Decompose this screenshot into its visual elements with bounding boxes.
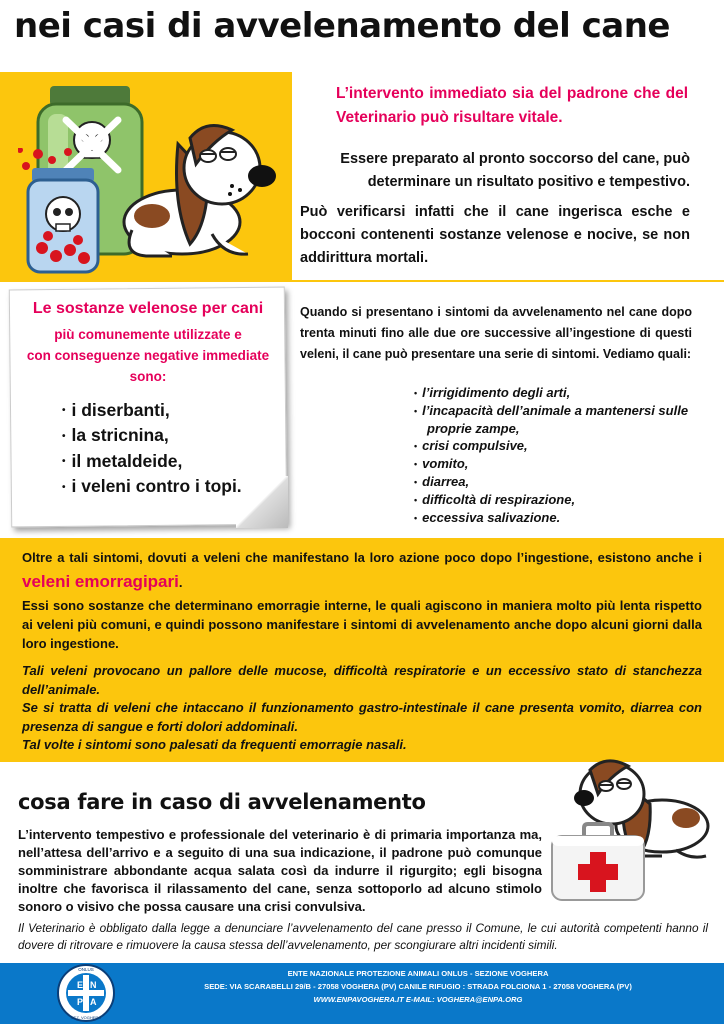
emorragici-symptoms — [22, 662, 702, 755]
footer-org: ENTE NAZIONALE PROTEZIONE ANIMALI ONLUS - SEZIONE VOGHERA — [287, 969, 549, 978]
list-item: • eccessiva salivazione. — [414, 509, 704, 527]
logo-letter-p: P — [77, 997, 84, 1007]
note-page-curl — [236, 476, 288, 528]
intro-paragraph: Essere preparato al pronto soccorso del cane, può determinare un risultato positivo e tempestivo. — [340, 151, 690, 190]
emorragici-line: Se si tratta di veleni che intaccano il funzionamento gastro-intestinale il cane presenta vomito, diarrea con presenza di sangue e forti dolori addominali. — [22, 700, 702, 734]
logo-letter-e: E — [77, 980, 84, 990]
enpa-logo[interactable] — [56, 963, 116, 1023]
emorragici-line: Tal volte i sintomi sono palesati da frequenti emorragie nasali. — [22, 737, 407, 752]
section-title: cosa fare in caso di avvelenamento — [18, 790, 426, 814]
skull-jar-icon — [18, 148, 108, 278]
list-item: • l’incapacità dell’animale a mantenersi sulle proprie zampe, — [414, 402, 704, 437]
note-subtitle — [10, 324, 286, 387]
first-aid-kit-icon — [548, 822, 648, 904]
list-item: • difficoltà di respirazione, — [414, 491, 704, 509]
logo-letter-n: N — [90, 980, 97, 990]
note-subtitle-line: più comunemente utilizzate e — [54, 327, 242, 342]
logo-top-text: ONLUS — [78, 967, 94, 972]
list-item: • vomito, — [414, 455, 704, 473]
note-subtitle-line: sono: — [129, 369, 167, 384]
emorragici-paragraph: Essi sono sostanze che determinano emorragie interne, le quali agiscono in maniera molto più lenta rispetto ai veleni più comuni, e quindi possono manifestare i sintomi di avvelenamento anche dopo alcuni giorni dalla loro ingestione. — [22, 598, 702, 651]
legal-notice: Il Veterinario è obbligato dalla legge a denunciare l’avvelenamento del cane presso il Comune, le cui autorità competenti hanno il dovere di ritrovare e rimuovere la causa stessa dell’avvelenamento, per scongiurare altri incidenti simili. — [18, 921, 708, 952]
symptom-list — [414, 384, 704, 527]
footer-contacts[interactable]: WWW.ENPAVOGHERA.IT E-MAIL: VOGHERA@ENPA.ORG — [313, 995, 523, 1004]
cosa-fare-paragraph: L’intervento tempestivo e professionale del veterinario è di primaria importanza ma, nell’attesa dell’arrivo e a seguito di una sua indicazione, il padrone può comunque somministrare abbondante acqua salata così da indurre il rigurgito; egli bisogna inoltre che favorisca il rilassamento del cane, senza sottoporlo ad alcuno stimolo sonoro o visivo che possa causare una crisi convulsiva. — [18, 827, 542, 914]
sad-dog-icon — [112, 104, 282, 264]
list-item: • i diserbanti, — [62, 398, 242, 423]
intro-paragraph-2: Può verificarsi infatti che il cane ingerisca esche e bocconi contenenti sostanze velenose e nocive, se non addirittura mortali. — [300, 204, 690, 266]
footer-address: SEDE: VIA SCARABELLI 29/B - 27058 VOGHERA (PV) CANILE RIFUGIO : STRADA FOLCIONA 1 - 27058 VOGHERA (PV) — [204, 982, 632, 991]
list-item: • crisi compulsive, — [414, 437, 704, 455]
intro-headline: L’intervento immediato sia del padrone che del Veterinario può risultare vitale. — [336, 85, 688, 126]
emorragici-emphasis: veleni emorragipari — [22, 572, 179, 591]
emorragici-line: Tali veleni provocano un pallore delle mucose, difficoltà respiratorie e un eccessivo stato di stanchezza dell’animale. — [22, 663, 702, 697]
list-item: • il metaldeide, — [62, 449, 242, 474]
list-item: • diarrea, — [414, 473, 704, 491]
emorragici-intro — [22, 546, 702, 595]
logo-bottom-text: SEZ. VOGHERA — [70, 1015, 102, 1020]
list-item: • la stricnina, — [62, 423, 242, 448]
symptoms-intro: Quando si presentano i sintomi da avvelenamento nel cane dopo trenta minuti fino alle due ore successive all’ingestione di questi veleni, il cane può presentare una serie di sintomi. Vediamo quali: — [300, 305, 692, 361]
page-title: nei casi di avvelenamento del cane — [14, 6, 670, 46]
note-subtitle-line: con conseguenze negative immediate — [26, 348, 270, 363]
poison-list — [62, 398, 242, 500]
logo-letter-a: A — [90, 997, 97, 1007]
list-item: • l’irrigidimento degli arti, — [414, 384, 704, 402]
list-item: • i veleni contro i topi. — [62, 474, 242, 499]
note-title: Le sostanze velenose per cani — [32, 300, 264, 317]
emorragici-end: . — [178, 575, 183, 590]
emorragici-lead: Oltre a tali sintomi, dovuti a veleni che manifestano la loro azione poco dopo l’ingestione, esistono anche i — [22, 550, 702, 565]
